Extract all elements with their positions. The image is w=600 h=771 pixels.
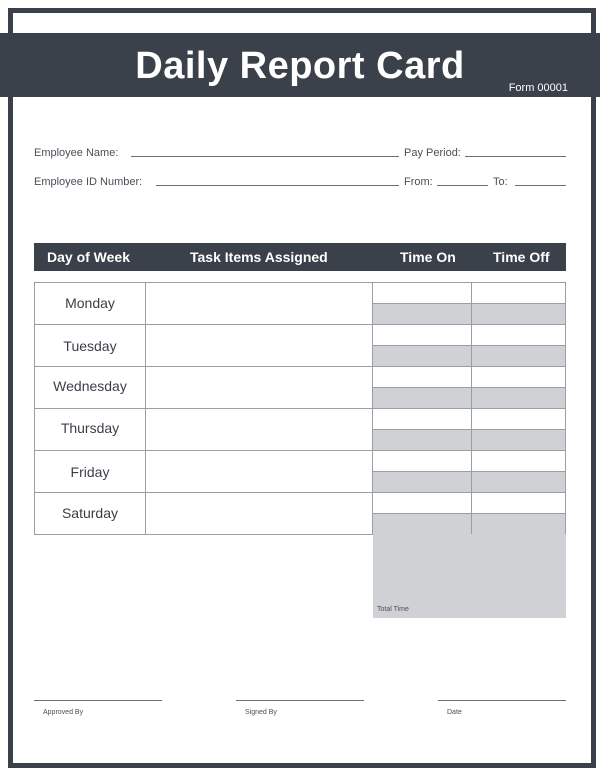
employee-id-label: Employee ID Number: — [34, 176, 143, 188]
day-label: Wednesday — [53, 378, 127, 394]
time-on-cell[interactable] — [372, 450, 472, 472]
time-on-subtotal-cell[interactable] — [372, 387, 472, 409]
time-on-subtotal-cell[interactable] — [372, 345, 472, 367]
signed-by-label: Signed By — [245, 709, 277, 716]
column-header-time-off: Time Off — [493, 249, 550, 265]
employee-name-field[interactable] — [131, 156, 399, 157]
time-on-cell[interactable] — [372, 408, 472, 430]
time-on-cell[interactable] — [372, 282, 472, 304]
time-on-subtotal-cell[interactable] — [372, 303, 472, 325]
time-on-cell[interactable] — [372, 324, 472, 346]
table-row — [34, 408, 566, 450]
total-time-box[interactable] — [373, 534, 566, 618]
table-row — [34, 366, 566, 408]
employee-name-label: Employee Name: — [34, 147, 119, 159]
task-cell[interactable] — [145, 450, 373, 493]
to-field[interactable] — [515, 185, 566, 186]
day-label: Monday — [65, 295, 115, 311]
time-on-subtotal-cell[interactable] — [372, 429, 472, 451]
task-cell[interactable] — [145, 408, 373, 451]
day-label: Tuesday — [63, 338, 117, 354]
total-time-label: Total Time — [377, 606, 409, 613]
table-row — [34, 324, 566, 366]
table-header — [34, 243, 566, 271]
column-header-tasks: Task Items Assigned — [190, 249, 328, 265]
time-off-subtotal-cell[interactable] — [471, 345, 566, 367]
approved-by-line[interactable] — [34, 700, 162, 701]
approved-by-label: Approved By — [43, 709, 84, 716]
day-label: Saturday — [61, 505, 119, 521]
time-off-subtotal-cell[interactable] — [471, 471, 566, 493]
page-title: Daily Report Card — [135, 45, 465, 87]
time-on-cell[interactable] — [372, 492, 472, 514]
table-row — [34, 492, 566, 534]
time-off-cell[interactable] — [471, 324, 566, 346]
time-off-cell[interactable] — [471, 408, 566, 430]
report-table — [34, 282, 566, 534]
day-label: Thursday — [60, 420, 120, 436]
pay-period-label: Pay Period: — [404, 147, 461, 159]
time-off-subtotal-cell[interactable] — [471, 513, 566, 535]
from-field[interactable] — [437, 185, 488, 186]
column-header-day: Day of Week — [47, 249, 130, 265]
task-cell[interactable] — [145, 282, 373, 325]
table-row — [34, 282, 566, 324]
time-off-cell[interactable] — [471, 282, 566, 304]
time-on-subtotal-cell[interactable] — [372, 471, 472, 493]
time-off-cell[interactable] — [471, 450, 566, 472]
form-number: Form 00001 — [508, 82, 568, 94]
column-header-time-on: Time On — [400, 249, 456, 265]
employee-id-field[interactable] — [156, 185, 399, 186]
to-label: To: — [493, 176, 508, 188]
task-cell[interactable] — [145, 492, 373, 535]
table-row — [34, 450, 566, 492]
time-off-subtotal-cell[interactable] — [471, 387, 566, 409]
day-label: Friday — [70, 464, 110, 480]
signed-by-line[interactable] — [236, 700, 364, 701]
date-line[interactable] — [438, 700, 566, 701]
from-label: From: — [404, 176, 433, 188]
time-on-subtotal-cell[interactable] — [372, 513, 472, 535]
time-off-subtotal-cell[interactable] — [471, 429, 566, 451]
time-off-subtotal-cell[interactable] — [471, 303, 566, 325]
task-cell[interactable] — [145, 324, 373, 367]
pay-period-field[interactable] — [465, 156, 566, 157]
task-cell[interactable] — [145, 366, 373, 409]
time-on-cell[interactable] — [372, 366, 472, 388]
date-label: Date — [447, 709, 462, 716]
time-off-cell[interactable] — [471, 492, 566, 514]
time-off-cell[interactable] — [471, 366, 566, 388]
